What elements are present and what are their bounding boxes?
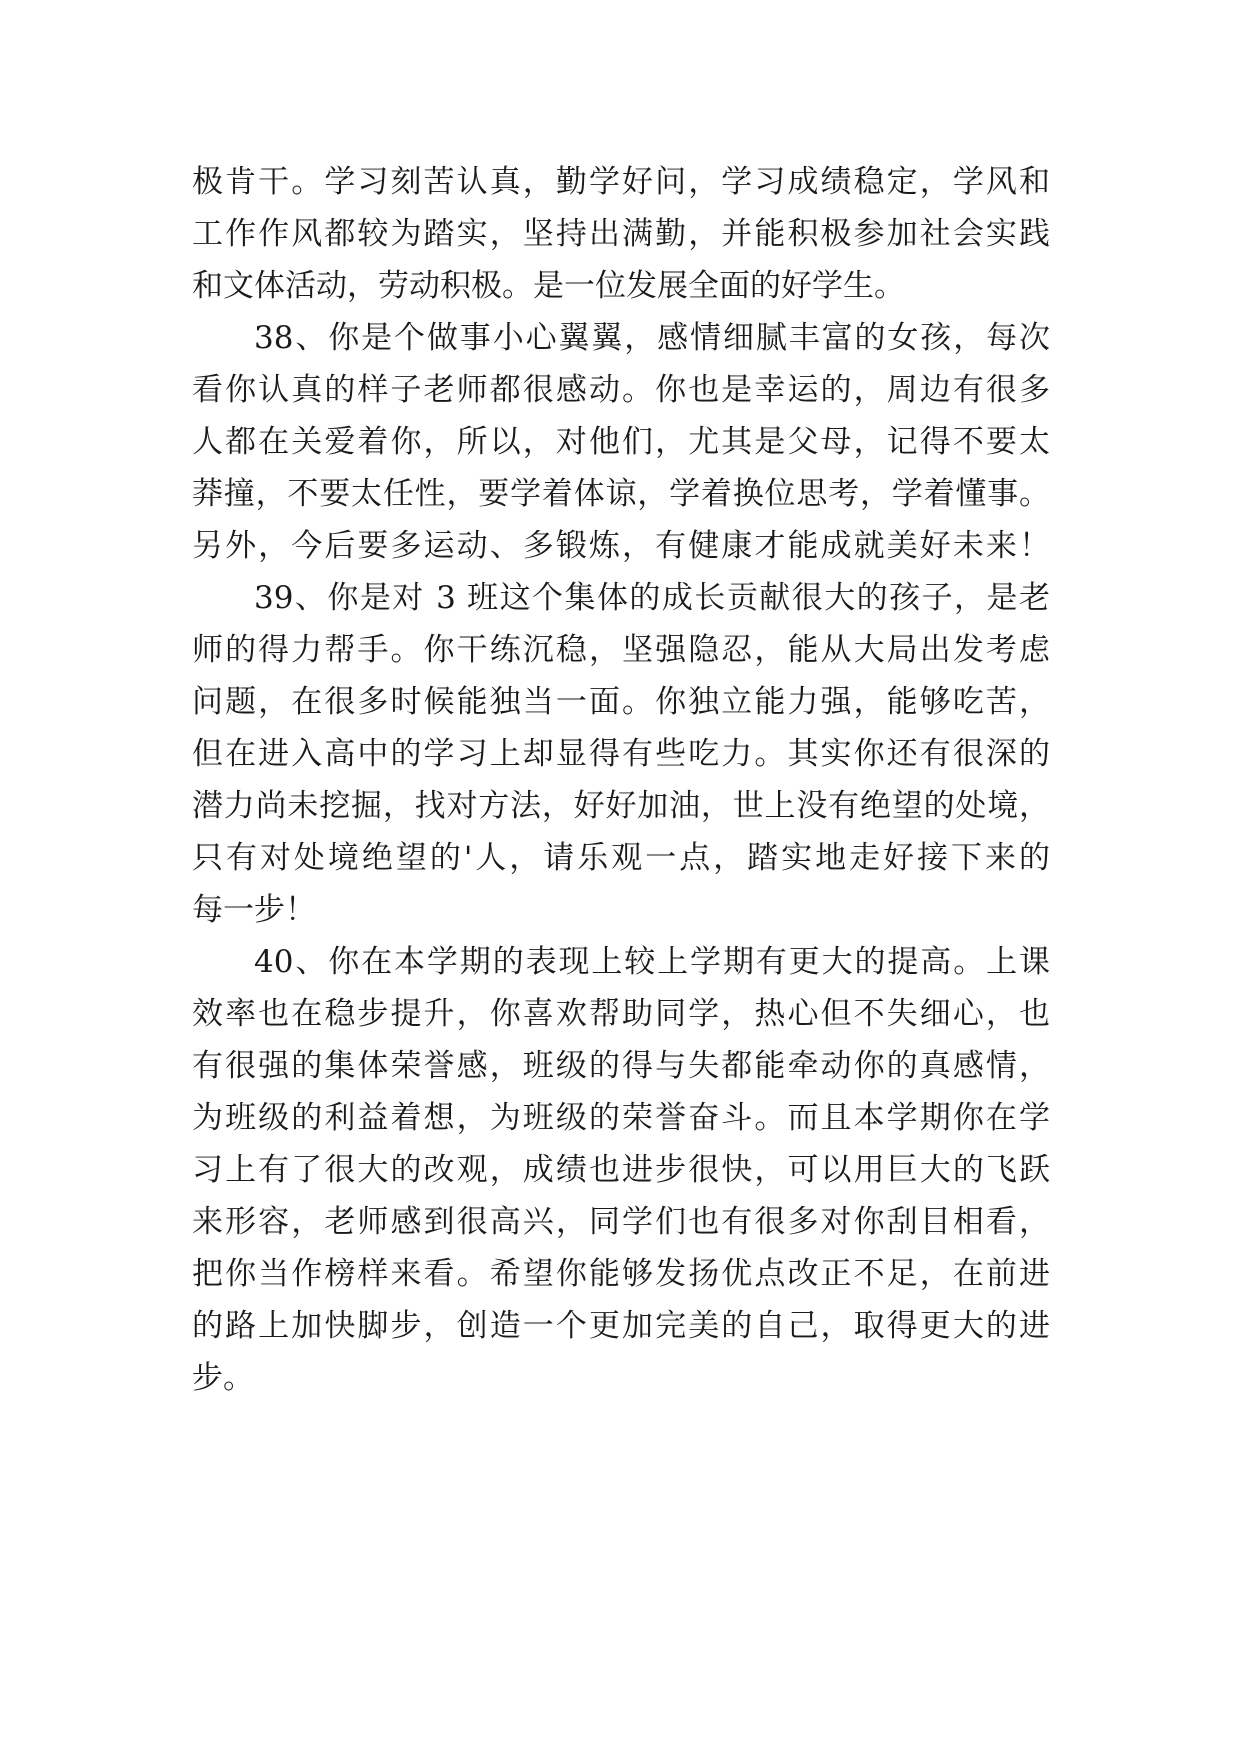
- paragraph-3-line-6: 只有对处境绝望的'人，请乐观一点，踏实地走好接下来的: [192, 840, 1050, 876]
- paragraph-2-line-2: 看你认真的样子老师都很感动。你也是幸运的，周边有很多: [192, 372, 1050, 408]
- paragraph-4-line-6: 来形容，老师感到很高兴，同学们也有很多对你刮目相看，: [192, 1204, 1050, 1240]
- paragraph-2-line-1: 38、你是个做事小心翼翼，感情细腻丰富的女孩，每次: [254, 320, 1050, 356]
- paragraph-4-line-3: 有很强的集体荣誉感，班级的得与失都能牵动你的真感情，: [192, 1048, 1050, 1084]
- paragraph-4-line-2: 效率也在稳步提升，你喜欢帮助同学，热心但不失细心，也: [192, 996, 1050, 1032]
- paragraph-4-line-8: 的路上加快脚步，创造一个更加完美的自己，取得更大的进: [192, 1308, 1050, 1344]
- paragraph-3-line-2: 师的得力帮手。你干练沉稳，坚强隐忍，能从大局出发考虑: [192, 632, 1050, 668]
- paragraph-2-line-4: 莽撞，不要太任性，要学着体谅，学着换位思考，学着懂事。: [192, 476, 1050, 512]
- paragraph-3-line-5: 潜力尚未挖掘，找对方法，好好加油，世上没有绝望的处境，: [192, 788, 1050, 824]
- paragraph-1-line-2: 工作作风都较为踏实，坚持出满勤，并能积极参加社会实践: [192, 216, 1050, 252]
- paragraph-4-line-7: 把你当作榜样来看。希望你能够发扬优点改正不足，在前进: [192, 1256, 1050, 1292]
- paragraph-2-line-5: 另外，今后要多运动、多锻炼，有健康才能成就美好未来！: [192, 528, 1050, 564]
- paragraph-3-line-1: 39、你是对 3 班这个集体的成长贡献很大的孩子，是老: [254, 580, 1050, 616]
- document-body: [192, 156, 1050, 1404]
- paragraph-4-line-4: 为班级的利益着想，为班级的荣誉奋斗。而且本学期你在学: [192, 1100, 1050, 1136]
- paragraph-3-line-4: 但在进入高中的学习上却显得有些吃力。其实你还有很深的: [192, 736, 1050, 772]
- paragraph-2-line-3: 人都在关爱着你，所以，对他们，尤其是父母，记得不要太: [192, 424, 1050, 460]
- paragraph-1-line-1: 极肯干。学习刻苦认真，勤学好问，学习成绩稳定，学风和: [192, 164, 1050, 200]
- paragraph-4-line-5: 习上有了很大的改观，成绩也进步很快，可以用巨大的飞跃: [192, 1152, 1050, 1188]
- paragraph-4-line-9: 步。: [192, 1360, 254, 1396]
- paragraph-4-line-1: 40、你在本学期的表现上较上学期有更大的提高。上课: [254, 944, 1050, 980]
- paragraph-3-line-3: 问题，在很多时候能独当一面。你独立能力强，能够吃苦，: [192, 684, 1050, 720]
- paragraph-3-line-7: 每一步！: [192, 892, 316, 928]
- paragraph-1-line-3: 和文体活动，劳动积极。是一位发展全面的好学生。: [192, 268, 905, 304]
